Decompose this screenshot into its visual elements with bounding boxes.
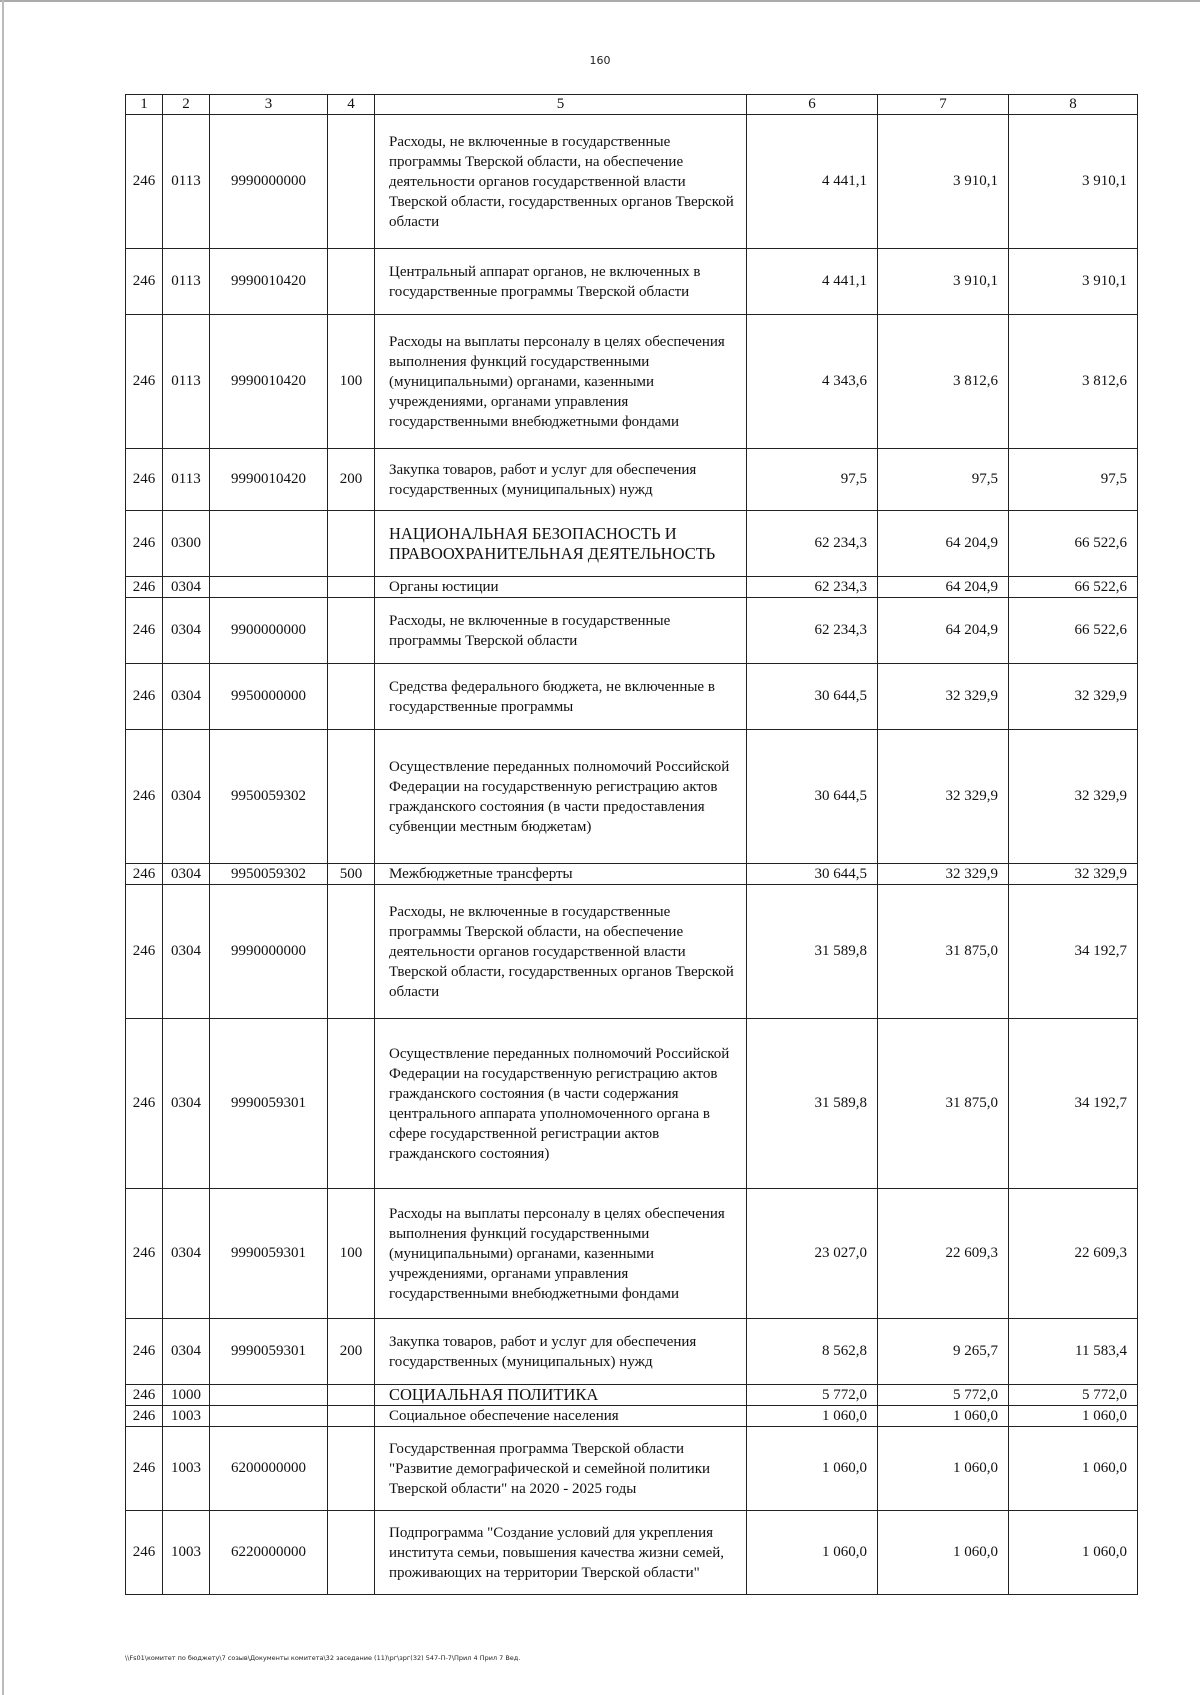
table-row [126, 885, 1138, 1019]
table-cell-c5: Расходы, не включенные в государственные программы Тверской области, на обеспечение деятельности органов государственной власти Тверской области, государственных органов Тверской области [375, 115, 747, 249]
table-cell-c1: 246 [126, 730, 163, 864]
table-cell-c5: НАЦИОНАЛЬНАЯ БЕЗОПАСНОСТЬ И ПРАВООХРАНИТЕЛЬНАЯ ДЕЯТЕЛЬНОСТЬ [375, 511, 747, 577]
scan-edge-left [2, 0, 4, 1695]
header-cell: 4 [328, 95, 375, 115]
budget-table-wrapper [125, 94, 1137, 1595]
table-cell-c7: 64 204,9 [878, 577, 1009, 598]
table-cell-c7: 32 329,9 [878, 730, 1009, 864]
table-cell-c4: 100 [328, 1189, 375, 1319]
table-row [126, 1511, 1138, 1595]
header-cell: 3 [210, 95, 328, 115]
table-cell-c7: 31 875,0 [878, 885, 1009, 1019]
table-row [126, 1385, 1138, 1406]
table-cell-c6: 4 441,1 [747, 115, 878, 249]
table-cell-c6: 62 234,3 [747, 577, 878, 598]
table-cell-c8: 1 060,0 [1009, 1427, 1138, 1511]
table-cell-c4: 100 [328, 315, 375, 449]
table-cell-c5: Осуществление переданных полномочий Российской Федерации на государственную регистрацию актов гражданского состояния (в части содержания центрального аппарата уполномоченного органа в сфере государственной регистрации актов гражданского состояния) [375, 1019, 747, 1189]
table-cell-c7: 22 609,3 [878, 1189, 1009, 1319]
table-cell-c3 [210, 1406, 328, 1427]
table-cell-c3 [210, 577, 328, 598]
table-cell-c3 [210, 1385, 328, 1406]
table-cell-c4: 500 [328, 864, 375, 885]
table-cell-c1: 246 [126, 864, 163, 885]
table-cell-c7: 1 060,0 [878, 1511, 1009, 1595]
table-cell-c2: 0300 [163, 511, 210, 577]
table-cell-c4 [328, 1511, 375, 1595]
table-cell-c2: 0113 [163, 249, 210, 315]
table-cell-c6: 62 234,3 [747, 511, 878, 577]
table-cell-c1: 246 [126, 598, 163, 664]
table-cell-c2: 0113 [163, 449, 210, 511]
table-cell-c1: 246 [126, 449, 163, 511]
table-row [126, 249, 1138, 315]
table-cell-c1: 246 [126, 315, 163, 449]
table-cell-c5: Межбюджетные трансферты [375, 864, 747, 885]
table-cell-c6: 1 060,0 [747, 1406, 878, 1427]
table-cell-c3: 9950000000 [210, 664, 328, 730]
table-cell-c1: 246 [126, 1385, 163, 1406]
table-cell-c4 [328, 1406, 375, 1427]
table-cell-c7: 32 329,9 [878, 864, 1009, 885]
header-cell: 7 [878, 95, 1009, 115]
table-cell-c2: 0304 [163, 664, 210, 730]
header-cell: 8 [1009, 95, 1138, 115]
table-cell-c5: Закупка товаров, работ и услуг для обеспечения государственных (муниципальных) нужд [375, 449, 747, 511]
table-cell-c8: 1 060,0 [1009, 1406, 1138, 1427]
table-cell-c8: 1 060,0 [1009, 1511, 1138, 1595]
table-row [126, 449, 1138, 511]
page-number: 160 [589, 54, 611, 67]
table-cell-c6: 5 772,0 [747, 1385, 878, 1406]
table-cell-c1: 246 [126, 1019, 163, 1189]
table-cell-c2: 1003 [163, 1427, 210, 1511]
table-cell-c7: 31 875,0 [878, 1019, 1009, 1189]
table-cell-c8: 32 329,9 [1009, 730, 1138, 864]
table-row [126, 315, 1138, 449]
table-cell-c2: 0304 [163, 598, 210, 664]
table-cell-c6: 31 589,8 [747, 885, 878, 1019]
table-cell-c4 [328, 885, 375, 1019]
table-cell-c5: Расходы на выплаты персоналу в целях обеспечения выполнения функций государственными (муниципальными) органами, казенными учреждениями, органами управления государственными внебюджетными фондами [375, 1189, 747, 1319]
table-cell-c7: 9 265,7 [878, 1319, 1009, 1385]
table-cell-c1: 246 [126, 1406, 163, 1427]
table-cell-c6: 30 644,5 [747, 730, 878, 864]
table-cell-c4 [328, 577, 375, 598]
table-cell-c4: 200 [328, 1319, 375, 1385]
table-cell-c5: Органы юстиции [375, 577, 747, 598]
table-cell-c7: 3 812,6 [878, 315, 1009, 449]
table-cell-c5: Центральный аппарат органов, не включенных в государственные программы Тверской области [375, 249, 747, 315]
table-cell-c6: 4 343,6 [747, 315, 878, 449]
table-cell-c8: 32 329,9 [1009, 664, 1138, 730]
table-cell-c1: 246 [126, 885, 163, 1019]
table-cell-c2: 0304 [163, 577, 210, 598]
table-cell-c1: 246 [126, 1511, 163, 1595]
table-cell-c4 [328, 249, 375, 315]
table-cell-c2: 0304 [163, 1189, 210, 1319]
table-cell-c3: 6220000000 [210, 1511, 328, 1595]
table-cell-c7: 1 060,0 [878, 1427, 1009, 1511]
table-cell-c6: 30 644,5 [747, 664, 878, 730]
table-row [126, 1427, 1138, 1511]
table-cell-c7: 5 772,0 [878, 1385, 1009, 1406]
table-cell-c8: 34 192,7 [1009, 885, 1138, 1019]
table-cell-c6: 30 644,5 [747, 864, 878, 885]
table-cell-c3: 9950059302 [210, 730, 328, 864]
scan-edge-top [0, 0, 1200, 2]
table-cell-c2: 0113 [163, 315, 210, 449]
table-cell-c2: 0304 [163, 864, 210, 885]
table-cell-c5: Расходы на выплаты персоналу в целях обеспечения выполнения функций государственными (муниципальными) органами, казенными учреждениями, органами управления государственными внебюджетными фондами [375, 315, 747, 449]
table-cell-c5: Расходы, не включенные в государственные программы Тверской области, на обеспечение деятельности органов государственной власти Тверской области, государственных органов Тверской области [375, 885, 747, 1019]
table-row [126, 1189, 1138, 1319]
table-cell-c5: Подпрограмма "Создание условий для укрепления института семьи, повышения качества жизни семей, проживающих на территории Тверской области" [375, 1511, 747, 1595]
table-cell-c8: 66 522,6 [1009, 511, 1138, 577]
table-cell-c3 [210, 511, 328, 577]
table-cell-c3: 9990059301 [210, 1189, 328, 1319]
table-cell-c8: 34 192,7 [1009, 1019, 1138, 1189]
table-cell-c8: 32 329,9 [1009, 864, 1138, 885]
table-row [126, 664, 1138, 730]
table-cell-c8: 5 772,0 [1009, 1385, 1138, 1406]
table-row [126, 1019, 1138, 1189]
table-cell-c5: Социальное обеспечение населения [375, 1406, 747, 1427]
table-cell-c8: 3 812,6 [1009, 315, 1138, 449]
table-cell-c7: 97,5 [878, 449, 1009, 511]
table-row [126, 577, 1138, 598]
table-cell-c2: 0304 [163, 1019, 210, 1189]
table-cell-c8: 66 522,6 [1009, 577, 1138, 598]
table-row [126, 730, 1138, 864]
table-cell-c1: 246 [126, 115, 163, 249]
table-cell-c4 [328, 664, 375, 730]
table-row [126, 864, 1138, 885]
table-cell-c1: 246 [126, 511, 163, 577]
table-row [126, 115, 1138, 249]
table-cell-c5: Осуществление переданных полномочий Российской Федерации на государственную регистрацию актов гражданского состояния (в части предоставления субвенции местным бюджетам) [375, 730, 747, 864]
table-cell-c5: Государственная программа Тверской области "Развитие демографической и семейной политики Тверской области" на 2020 - 2025 годы [375, 1427, 747, 1511]
table-row [126, 511, 1138, 577]
table-cell-c1: 246 [126, 664, 163, 730]
table-cell-c3: 9990000000 [210, 115, 328, 249]
table-cell-c1: 246 [126, 1319, 163, 1385]
table-cell-c6: 31 589,8 [747, 1019, 878, 1189]
table-cell-c6: 97,5 [747, 449, 878, 511]
table-cell-c7: 1 060,0 [878, 1406, 1009, 1427]
table-cell-c2: 0304 [163, 885, 210, 1019]
table-cell-c8: 3 910,1 [1009, 115, 1138, 249]
table-cell-c8: 66 522,6 [1009, 598, 1138, 664]
table-cell-c3: 9990059301 [210, 1019, 328, 1189]
table-cell-c4: 200 [328, 449, 375, 511]
table-cell-c8: 11 583,4 [1009, 1319, 1138, 1385]
header-cell: 6 [747, 95, 878, 115]
table-cell-c2: 1003 [163, 1511, 210, 1595]
table-cell-c7: 64 204,9 [878, 511, 1009, 577]
table-cell-c8: 22 609,3 [1009, 1189, 1138, 1319]
table-cell-c3: 9990010420 [210, 249, 328, 315]
table-cell-c4 [328, 1019, 375, 1189]
header-cell: 2 [163, 95, 210, 115]
table-cell-c6: 23 027,0 [747, 1189, 878, 1319]
table-cell-c7: 32 329,9 [878, 664, 1009, 730]
table-header-row [126, 95, 1138, 115]
table-cell-c7: 3 910,1 [878, 115, 1009, 249]
table-row [126, 1319, 1138, 1385]
table-row [126, 598, 1138, 664]
table-cell-c5: Закупка товаров, работ и услуг для обеспечения государственных (муниципальных) нужд [375, 1319, 747, 1385]
table-cell-c4 [328, 730, 375, 864]
table-cell-c8: 3 910,1 [1009, 249, 1138, 315]
table-cell-c4 [328, 115, 375, 249]
document-file-path: \\Fs01\комитет по бюджету\7 созыв\Документы комитета\32 заседание (11)\рг\зрг(32) 547-П-7\Прил 4 Прил 7 Вед. [125, 1654, 521, 1662]
table-cell-c5: Расходы, не включенные в государственные программы Тверской области [375, 598, 747, 664]
table-cell-c5: СОЦИАЛЬНАЯ ПОЛИТИКА [375, 1385, 747, 1406]
table-cell-c4 [328, 598, 375, 664]
table-cell-c3: 9990059301 [210, 1319, 328, 1385]
table-cell-c3: 9990000000 [210, 885, 328, 1019]
budget-table [125, 94, 1138, 1595]
table-cell-c4 [328, 511, 375, 577]
table-cell-c3: 9900000000 [210, 598, 328, 664]
table-cell-c2: 0113 [163, 115, 210, 249]
table-cell-c4 [328, 1427, 375, 1511]
table-cell-c1: 246 [126, 577, 163, 598]
table-cell-c1: 246 [126, 1427, 163, 1511]
table-cell-c3: 9990010420 [210, 449, 328, 511]
table-cell-c7: 64 204,9 [878, 598, 1009, 664]
table-cell-c8: 97,5 [1009, 449, 1138, 511]
table-cell-c4 [328, 1385, 375, 1406]
header-cell: 1 [126, 95, 163, 115]
table-cell-c3: 6200000000 [210, 1427, 328, 1511]
table-cell-c1: 246 [126, 249, 163, 315]
table-cell-c5: Средства федерального бюджета, не включенные в государственные программы [375, 664, 747, 730]
table-cell-c3: 9990010420 [210, 315, 328, 449]
table-cell-c6: 1 060,0 [747, 1511, 878, 1595]
table-cell-c3: 9950059302 [210, 864, 328, 885]
table-cell-c6: 1 060,0 [747, 1427, 878, 1511]
header-cell: 5 [375, 95, 747, 115]
table-cell-c6: 4 441,1 [747, 249, 878, 315]
table-cell-c2: 1003 [163, 1406, 210, 1427]
table-cell-c1: 246 [126, 1189, 163, 1319]
table-cell-c6: 62 234,3 [747, 598, 878, 664]
table-cell-c7: 3 910,1 [878, 249, 1009, 315]
table-row [126, 1406, 1138, 1427]
table-cell-c6: 8 562,8 [747, 1319, 878, 1385]
table-cell-c2: 0304 [163, 1319, 210, 1385]
table-cell-c2: 1000 [163, 1385, 210, 1406]
table-cell-c2: 0304 [163, 730, 210, 864]
